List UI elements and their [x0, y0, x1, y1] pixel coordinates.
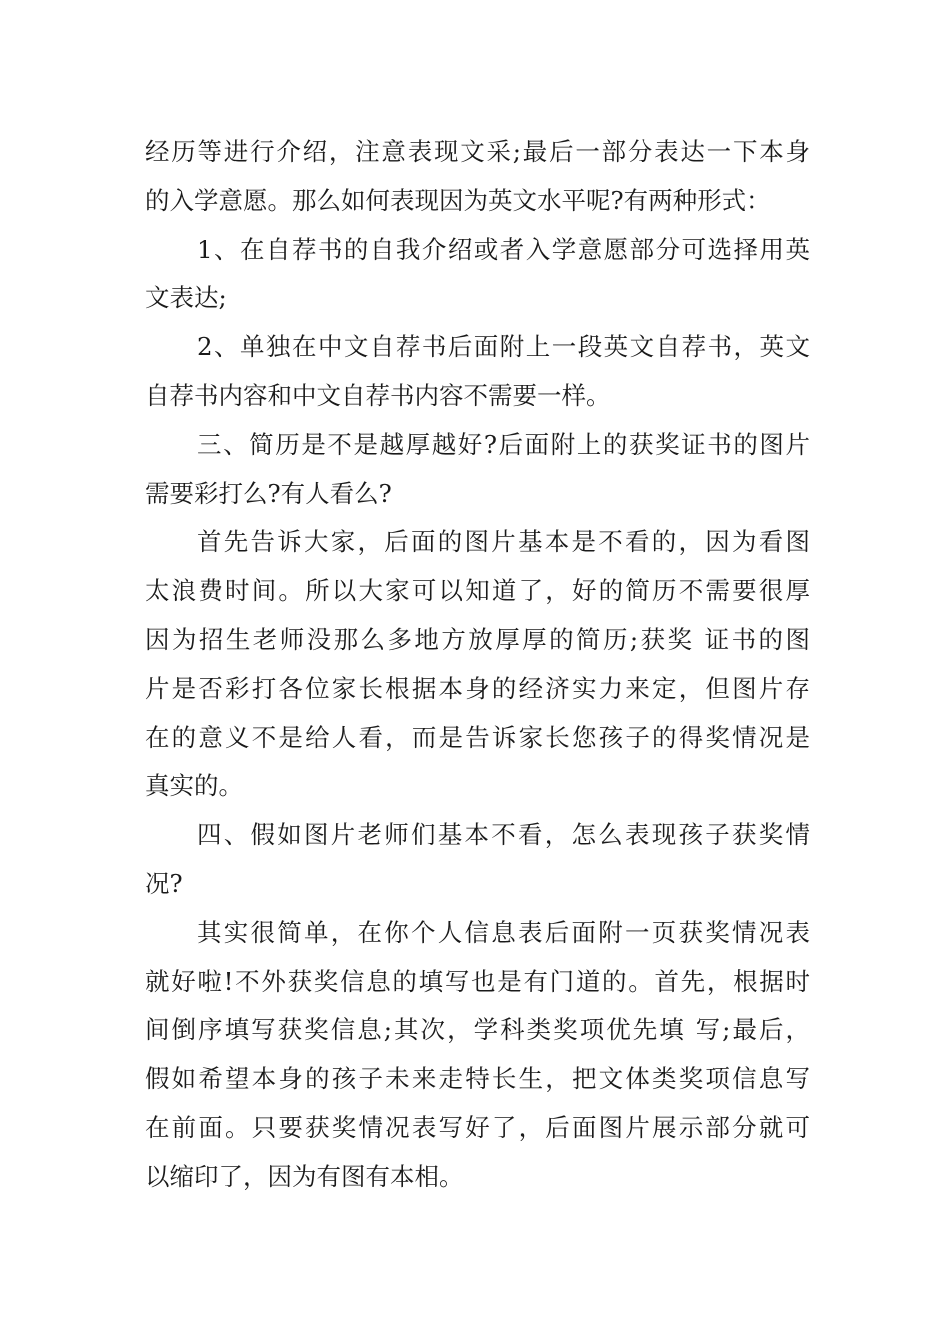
text-line: 况? — [145, 868, 183, 898]
text-line: 以缩印了，因为有图有本相。 — [145, 1161, 464, 1191]
document-body — [145, 128, 810, 1202]
text-line: 就好啦!不外获奖信息的填写也是有门道的。首先，根据时 — [145, 966, 810, 996]
text-line: 在的意义不是给人看，而是告诉家长您孩子的得奖情况是 — [145, 722, 810, 752]
text-line: 其实很简单，在你个人信息表后面附一页获奖情况表 — [197, 917, 810, 947]
text-line: 文表达; — [145, 283, 227, 313]
text-line: 需要彩打么?有人看么? — [145, 478, 392, 508]
text-line: 四、假如图片老师们基本不看，怎么表现孩子获奖情 — [197, 820, 810, 850]
text-line: 片是否彩打各位家长根据本身的经济实力来定，但图片存 — [145, 673, 810, 703]
text-line: 假如希望本身的孩子未来走特长生，把文体类奖项信息写 — [145, 1064, 810, 1094]
text-line: 在前面。只要获奖情况表写好了，后面图片展示部分就可 — [145, 1112, 810, 1142]
text-line: 三、简历是不是越厚越好?后面附上的获奖证书的图片 — [197, 429, 810, 459]
text-line: 的入学意愿。那么如何表现因为英文水平呢?有两种形式： — [145, 185, 771, 215]
text-line: 间倒序填写获奖信息;其次，学科类奖项优先填 写;最后， — [145, 1015, 810, 1045]
text-line: 自荐书内容和中文自荐书内容不需要一样。 — [145, 380, 611, 410]
text-line: 因为招生老师没那么多地方放厚厚的简历;获奖 证书的图 — [145, 624, 810, 654]
text-line: 1、在自荐书的自我介绍或者入学意愿部分可选择用英 — [197, 234, 810, 264]
text-line: 首先告诉大家，后面的图片基本是不看的，因为看图 — [197, 527, 810, 557]
text-line: 真实的。 — [145, 771, 243, 801]
text-line: 2、单独在中文自荐书后面附上一段英文自荐书，英文 — [197, 332, 810, 362]
text-line: 太浪费时间。所以大家可以知道了，好的简历不需要很厚 — [145, 576, 810, 606]
text-line: 经历等进行介绍，注意表现文采;最后一部分表达一下本身 — [145, 137, 810, 166]
